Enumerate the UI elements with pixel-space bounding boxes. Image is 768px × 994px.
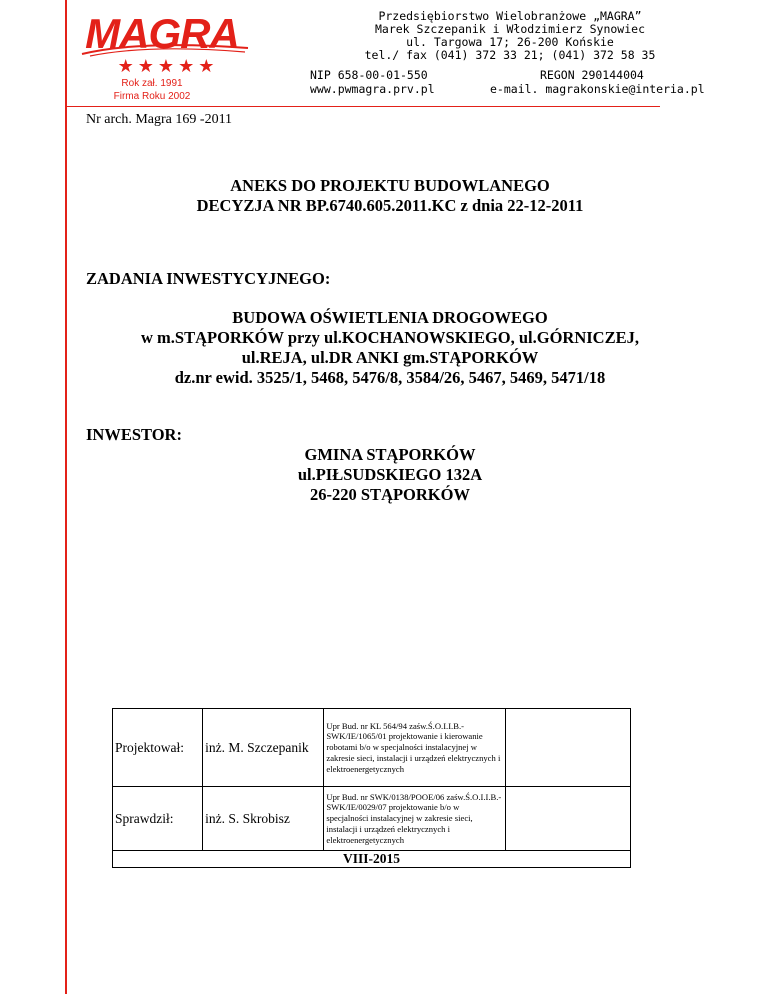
logo-wordmark: MAGRA bbox=[85, 10, 239, 57]
logo-swoosh-icon bbox=[80, 36, 250, 58]
company-address: ul. Targowa 17; 26-200 Końskie bbox=[406, 35, 614, 49]
investor-name: GMINA STĄPORKÓW bbox=[304, 445, 476, 464]
table-row bbox=[113, 851, 631, 868]
designer-signature-cell bbox=[505, 709, 630, 787]
archive-number: Nr arch. Magra 169 -2011 bbox=[86, 112, 233, 127]
project-plot-numbers: dz.nr ewid. 3525/1, 5468, 5476/8, 3584/26, 5467, 5469, 5471/18 bbox=[174, 368, 606, 387]
designer-role: Projektował: bbox=[113, 709, 203, 787]
table-row bbox=[113, 709, 631, 787]
project-name: BUDOWA OŚWIETLENIA DROGOWEGO bbox=[232, 308, 548, 327]
logo-stars-icon: ★★★★★ bbox=[117, 56, 219, 76]
company-website-link[interactable]: www.pwmagra.prv.pl bbox=[310, 82, 435, 96]
company-header bbox=[330, 10, 690, 62]
checker-name: inż. S. Skrobisz bbox=[203, 787, 324, 851]
checker-role: Sprawdził: bbox=[113, 787, 203, 851]
investor-label: INWESTOR: bbox=[86, 425, 182, 444]
magra-logo bbox=[72, 8, 252, 100]
project-location-line1: w m.STĄPORKÓW przy ul.KOCHANOWSKIEGO, ul.GÓRNICZEJ, bbox=[141, 328, 639, 347]
project-location-line2: ul.REJA, ul.DR ANKI gm.STĄPORKÓW bbox=[241, 348, 539, 367]
checker-qualifications: Upr Bud. nr SWK/0138/POOE/06 zaśw.Ś.O.I.I.B.-SWK/IE/0029/07 projektowanie b/o w specjalności instalacyjnej w zakresie sieci, instalacji i urządzeń elektrycznych i elektroenergetycznych bbox=[324, 787, 505, 851]
signature-table bbox=[112, 708, 631, 868]
document-date: VIII-2015 bbox=[113, 851, 631, 868]
designer-name: inż. M. Szczepanik bbox=[203, 709, 324, 787]
table-row bbox=[113, 787, 631, 851]
company-email-link[interactable]: e-mail. magrakonskie@interia.pl bbox=[490, 82, 705, 96]
investor-city: 26-220 STĄPORKÓW bbox=[310, 485, 470, 504]
company-phone: tel./ fax (041) 372 33 21; (041) 372 58 35 bbox=[364, 48, 656, 62]
decision-number: DECYZJA NR BP.6740.605.2011.KC z dnia 22-12-2011 bbox=[196, 196, 584, 215]
company-regon: REGON 290144004 bbox=[540, 68, 644, 82]
investment-task-label: ZADANIA INWESTYCYJNEGO: bbox=[86, 269, 331, 288]
logo-founded-text: Rok zał. 1991 bbox=[121, 78, 183, 89]
logo-award-text: Firma Roku 2002 bbox=[113, 91, 191, 102]
margin-red-vertical-line bbox=[65, 0, 67, 994]
designer-qualifications: Upr Bud. nr KL 564/94 zaśw.Ś.O.I.I.B.-SWK/IE/1065/01 projektowanie i kierowanie robotami b/o w specjalności instalacyjnej w zakresie sieci, instalacji i urządzeń elektrycznych i elektroenergetycznych bbox=[324, 709, 505, 787]
company-owners: Marek Szczepanik i Włodzimierz Synowiec bbox=[374, 22, 646, 36]
document-title: ANEKS DO PROJEKTU BUDOWLANEGO bbox=[230, 176, 550, 195]
company-nip: NIP 658-00-01-550 bbox=[310, 68, 428, 82]
investor-street: ul.PIŁSUDSKIEGO 132A bbox=[297, 465, 483, 484]
header-red-horizontal-line bbox=[65, 106, 660, 107]
checker-signature-cell bbox=[505, 787, 630, 851]
company-name: Przedsiębiorstwo Wielobranżowe „MAGRA” bbox=[378, 9, 642, 23]
